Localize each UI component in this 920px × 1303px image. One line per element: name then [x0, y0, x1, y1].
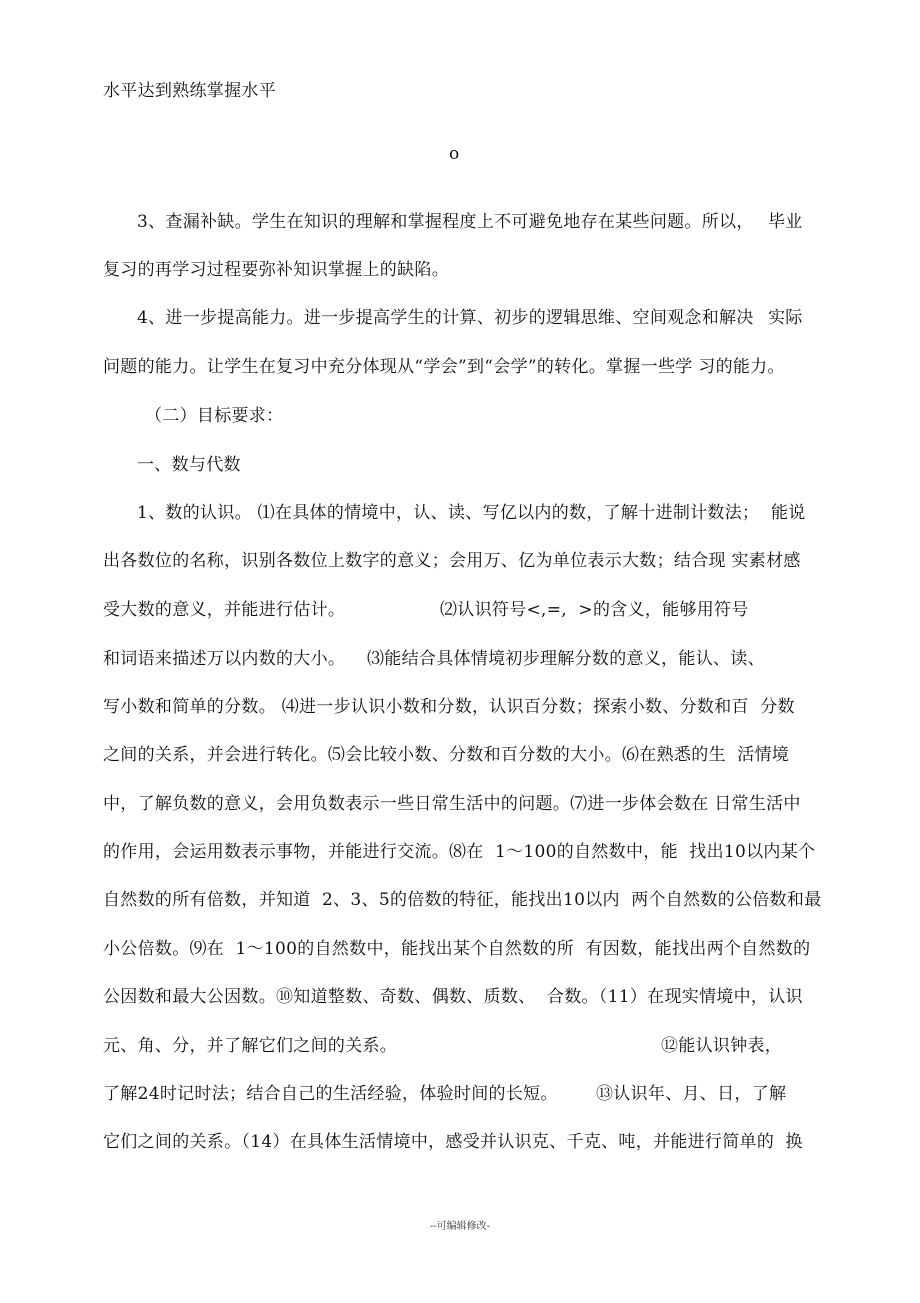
section-heading: 一、数与代数: [137, 455, 241, 475]
text-line: o: [449, 144, 460, 164]
text-line: 水平达到熟练掌握水平: [103, 81, 276, 101]
text-line: 问题的能力。让学生在复习中充分体现从“学会”到“会学”的转化。掌握一些学 习的能力。: [103, 357, 785, 377]
text-line: 4、进一步提高能力。进一步提高学生的计算、初步的逻辑思维、空间观念和解决: [137, 308, 754, 328]
text-line: 3、查漏补缺。学生在知识的理解和掌握程度上不可避免地存在某些问题。所以，: [137, 212, 754, 232]
text-line: 中，了解负数的意义，会用负数表示一些日常生活中的问题。⑺进一步体会数在 日常生活中: [103, 794, 801, 814]
text-line: 公因数和最大公因数。⑩知道整数、奇数、偶数、质数、 合数。（11）在现实情境中，认识: [103, 987, 803, 1007]
text-line: 了解24时记时法；结合自己的生活经验，体验时间的长短。: [103, 1084, 558, 1104]
text-line: 1、数的认识。 ⑴在具体的情境中，认、读、写亿以内的数，了解十进制计数法；: [137, 503, 760, 523]
text-line: 和词语来描述万以内数的大小。: [103, 649, 346, 669]
text-line: ⑵认识符号<,=, >的含义，能够用符号: [440, 600, 749, 620]
text-line: 受大数的意义，并能进行估计。: [103, 600, 346, 620]
text-line: 写小数和简单的分数。 ⑷进一步认识小数和分数，认识百分数；探索小数、分数和百 分数: [103, 697, 795, 717]
text-line: 能说: [771, 503, 806, 523]
page-footer: --可编辑修改-: [429, 1221, 491, 1232]
text-line: 它们之间的关系。（14）在具体生活情境中，感受并认识克、千克、吨，并能进行简单的 换: [103, 1132, 803, 1152]
text-line: 之间的关系，并会进行转化。⑸会比较小数、分数和百分数的大小。⑹在熟悉的生 活情境: [103, 745, 790, 765]
text-line: 出各数位的名称，识别各数位上数字的意义；会用万、亿为单位表示大数；结合现 实素材感: [103, 551, 801, 571]
text-line: 小公倍数。⑼在 1～100的自然数中，能找出某个自然数的所 有因数，能找出两个自然数的: [103, 939, 811, 959]
text-line: 毕业: [768, 212, 803, 232]
text-line: 自然数的所有倍数，并知道 2、3、5的倍数的特征，能找出10以内 两个自然数的公倍数和最: [103, 890, 822, 910]
section-heading: （二）目标要求：: [145, 406, 284, 426]
text-line: 的作用，会运用数表示事物，并能进行交流。⑻在 1～100的自然数中，能 找出10以内某个: [103, 842, 816, 862]
text-line: ⑫能认识钟表，: [661, 1036, 783, 1056]
text-line: 实际: [768, 308, 803, 328]
text-line: ⑶能结合具体情境初步理解分数的意义，能认、读、: [367, 649, 765, 669]
text-line: 复习的再学习过程要弥补知识掌握上的缺陷。: [103, 260, 449, 280]
text-line: ⑬认识年、月、日，了解: [596, 1084, 787, 1104]
text-line: 元、角、分，并了解它们之间的关系。: [103, 1036, 398, 1056]
